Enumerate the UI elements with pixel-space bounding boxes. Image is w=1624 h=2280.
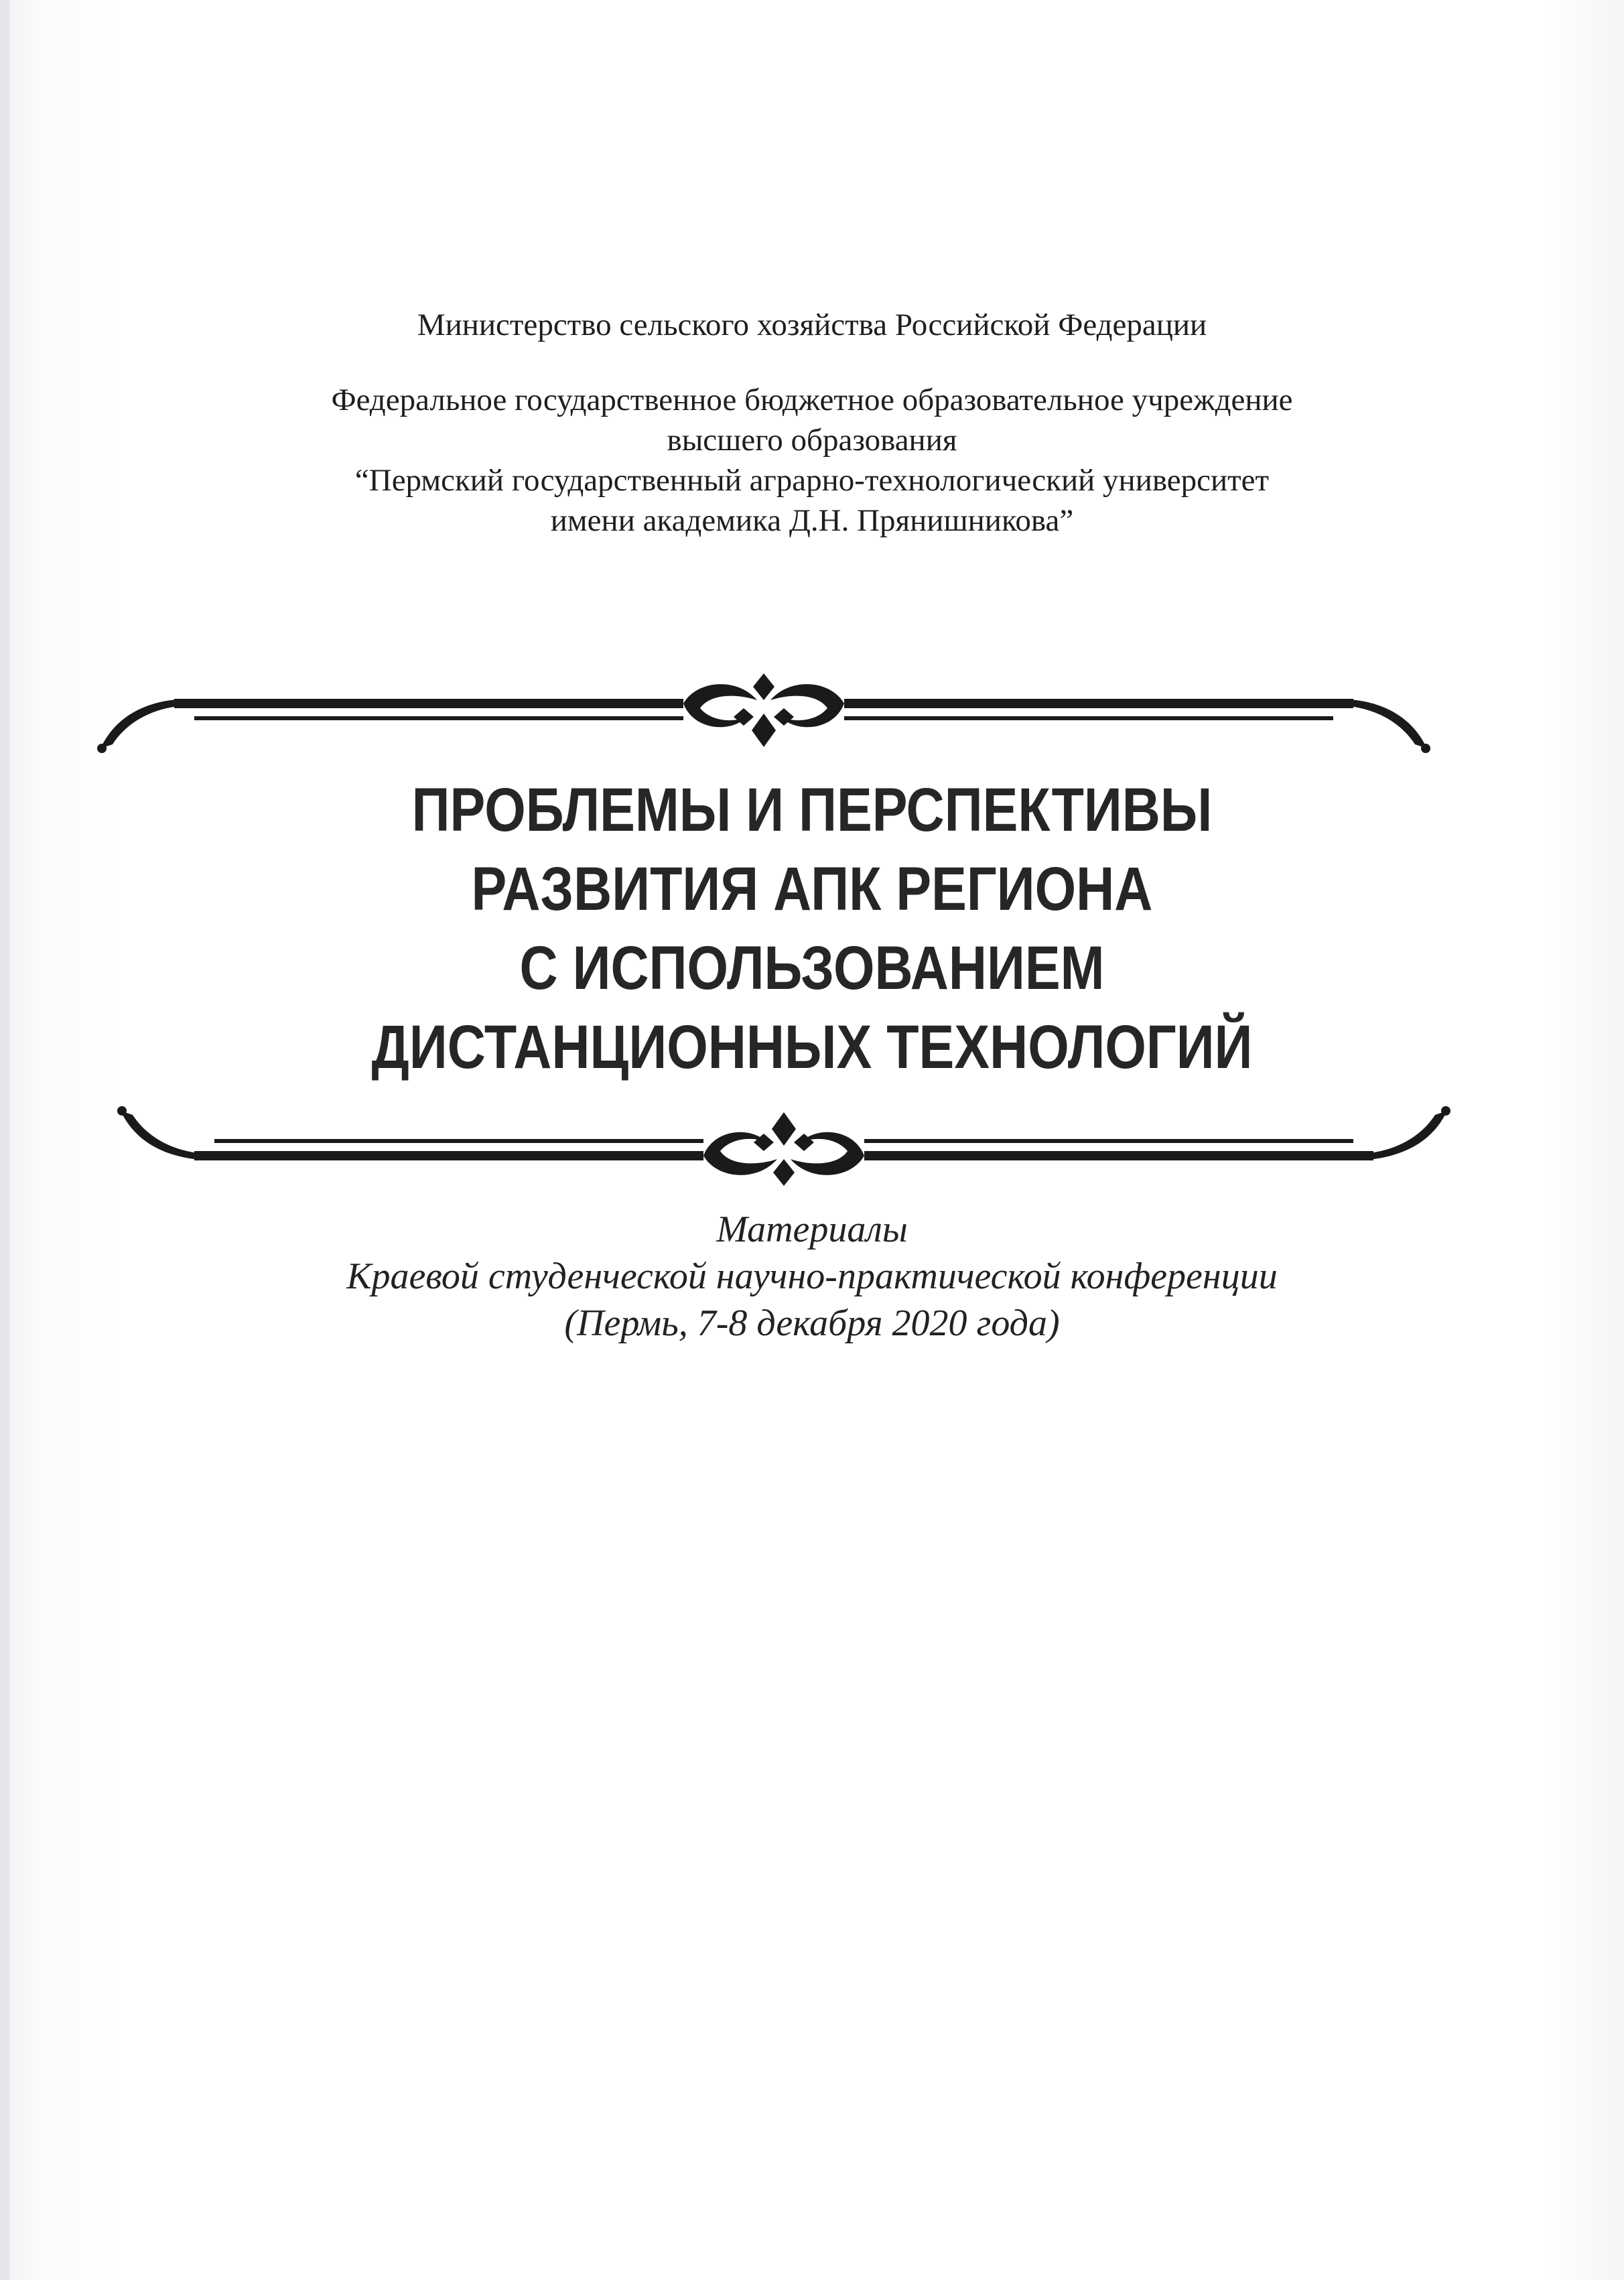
document-subtitle <box>142 1206 1482 1347</box>
subtitle-line-3: (Пермь, 7-8 декабря 2020 года) <box>564 1302 1060 1344</box>
institution-line-3: “Пермский государственный аграрно-технологический университет <box>354 463 1270 498</box>
institution-line-4: имени академика Д.Н. Прянишникова” <box>550 503 1074 538</box>
title-line-1: ПРОБЛЕМЫ И ПЕРСПЕКТИВЫ <box>411 776 1213 844</box>
document-header <box>142 305 1482 541</box>
document-title <box>142 770 1482 1087</box>
title-line-4: ДИСТАНЦИОННЫХ ТЕХНОЛОГИЙ <box>371 1013 1253 1081</box>
ministry-name: Министерство сельского хозяйства Российской Федерации <box>417 308 1207 342</box>
title-line-2: РАЗВИТИЯ АПК РЕГИОНА <box>471 855 1153 923</box>
ornament-divider-bottom <box>114 1099 1454 1193</box>
subtitle-line-1: Материалы <box>716 1209 908 1250</box>
institution-line-2: высшего образования <box>667 423 957 458</box>
institution-line-1: Федеральное государственное бюджетное образовательное учреждение <box>331 383 1293 417</box>
ornament-divider-top <box>94 667 1434 760</box>
title-line-3: С ИСПОЛЬЗОВАНИЕМ <box>519 934 1105 1002</box>
scan-edge <box>0 0 9 2280</box>
subtitle-line-2: Краевой студенческой научно-практической конференции <box>346 1256 1278 1297</box>
